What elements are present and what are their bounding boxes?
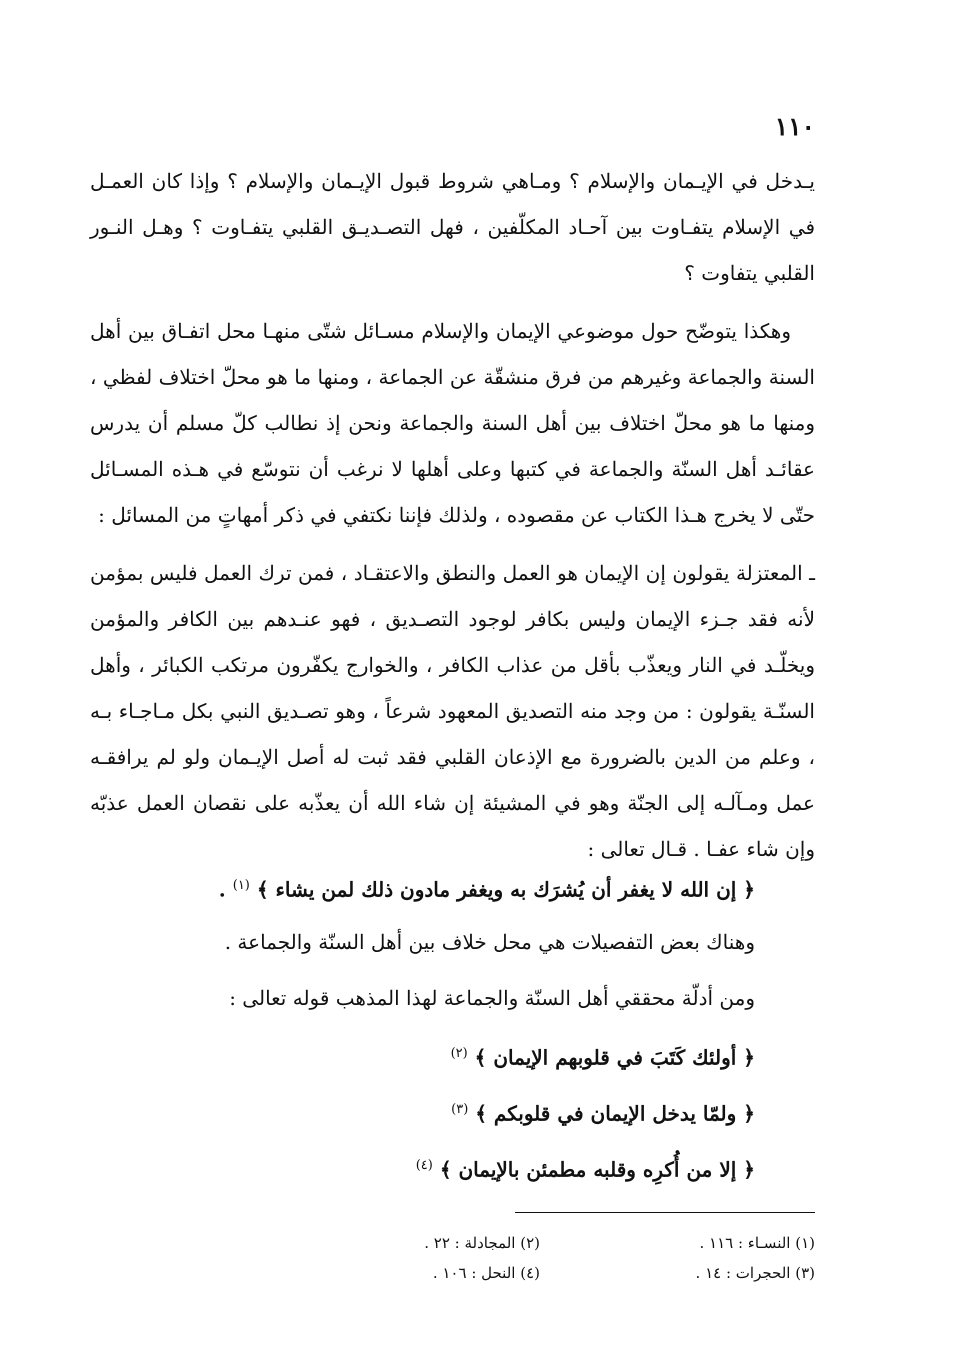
footnote-3: (٣) الحجرات : ١٤ . — [695, 1264, 815, 1282]
verse-4 — [90, 1138, 815, 1194]
verse-2-text: ﴿ أولئك كَتَبَ في قلوبهم الإيمان ﴾ — [474, 1045, 755, 1070]
verses-block — [90, 858, 815, 1194]
verse-2 — [90, 1026, 815, 1082]
footnote-separator — [515, 1212, 815, 1213]
verse-4-footnote-ref[interactable]: (٤) — [415, 1158, 433, 1173]
page-number: ١١٠ — [774, 112, 815, 141]
verse-1-footnote-ref[interactable]: (١) — [232, 878, 250, 893]
verse-3-footnote-ref[interactable]: (٣) — [451, 1102, 469, 1117]
verse-1-text: ﴿ إن الله لا يغفر أن يُشرَك به ويغفر مادون ذلك لمن يشاء ﴾ — [256, 877, 755, 902]
paragraph-issues: وهكذا يتوضّح حول موضوعي الإيمان والإسلام مسـائل شتّى منهـا محل اتفـاق بين أهل السنة والجماعة وغيرهم من فرق منشقّة عن الجماعة ، ومنها ما هو محلّ اختلاف لفظي ، ومنها ما هو محلّ اختلاف بين أهل السنة والجماعة ونحن إذ نطالب كلّ مسلم أن يدرس عقائـد أهل السنّة والجماعة في كتبها وعلى أهلها لا نرغب أن نتوسّع في هـذه المسـائل حتّى لا يخرج هـذا الكتاب عن مقصوده ، ولذلك فإننا نكتفي في ذكر أمهاتٍ من المسائل : — [90, 319, 815, 527]
verse-3-text: ﴿ ولمّا يدخل الإيمان في قلوبكم ﴾ — [475, 1101, 755, 1126]
verse-4-text: ﴿ إلا من أُكرِه وقلبه مطمئن بالإيمان ﴾ — [439, 1157, 755, 1182]
body-text — [90, 158, 815, 872]
footnote-2: (٢) المجادلة : ٢٢ . — [424, 1234, 540, 1252]
paragraph-questions: يـدخل في الإيـمان والإسلام ؟ ومـاهي شروط قبول الإيـمان والإسلام ؟ وإذا كان العمـل في الإسلام يتفـاوت بين آحـاد المكلّفين ، فهل التصـديـق القلبي يتفـاوت ؟ وهـل النـور القلبي يتفاوت ؟ — [90, 169, 815, 285]
evidence-line: ومن أدلّة محققي أهل السنّة والجماعة لهذا المذهب قوله تعالى : — [229, 986, 755, 1010]
verse-2-footnote-ref[interactable]: (٢) — [450, 1046, 468, 1061]
footnote-4: (٤) النحل : ١٠٦ . — [432, 1264, 540, 1282]
verse-1 — [90, 858, 815, 914]
details-line: وهناك بعض التفصيلات هي محل خلاف بين أهل السنّة والجماعة . — [224, 930, 755, 954]
verse-1-tail: . — [218, 877, 226, 902]
footnote-1: (١) النسـاء : ١١٦ . — [699, 1234, 815, 1252]
footnote-row — [340, 1228, 815, 1258]
verse-3 — [90, 1082, 815, 1138]
footnotes — [340, 1228, 815, 1288]
paragraph-mutazila: ـ المعتزلة يقولون إن الإيمان هو العمل والنطق والاعتقـاد ، فمن ترك العمل فليس بمؤمن لأنه فقد جـزء الإيمان وليس بكافر لوجود التصـديق ، فهو عنـدهم بين الكافر والمؤمن ويخلّـد في النار ويعذّب بأقل من عذاب الكافر ، والخوارج يكفّرون مرتكب الكبائر ، وأهل السنّـة يقولون : من وجد منه التصديق المعهود شرعاً ، وهو تصـديق النبي بكل مـاجـاء بـه ، وعلم من الدين بالضرورة مع الإذعان القلبي فقد ثبت له أصل الإيـمان ولو لم يرافقـه عمل ومـآلـه إلى الجنّة وهو في المشيئة إن شاء الله أن يعذّبه على نقصان العمل عذبّه وإن شاء عفـا . قـال تعالى : — [90, 561, 816, 861]
footnote-row — [340, 1258, 815, 1288]
